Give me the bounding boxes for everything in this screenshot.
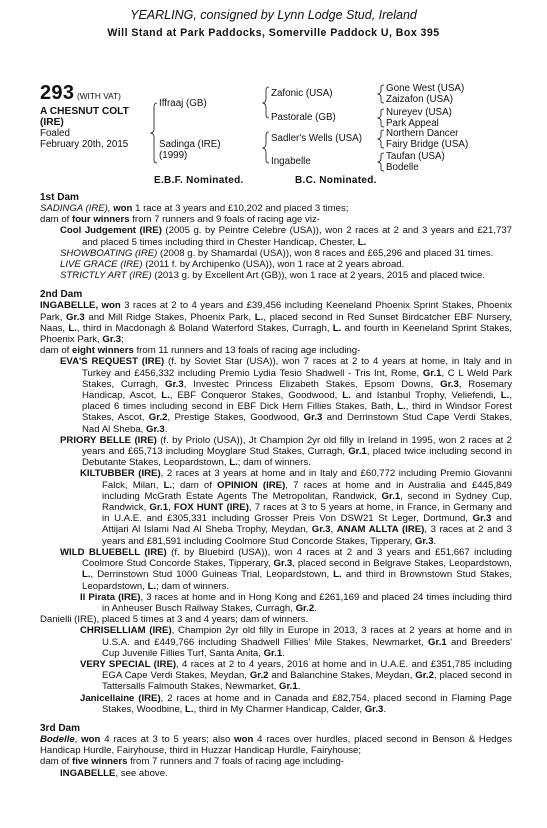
text-run: , 2 races at 3 years at home and in Italy and £60,772 including Premio Giovanni Falck, Milan, (102, 468, 512, 491)
text-run: . (383, 703, 387, 715)
text-run: L. (68, 322, 77, 334)
text-run: , second in Sydney Cup, Randwick, (102, 490, 512, 514)
text-run: Gr.1 (428, 636, 447, 648)
first-dam-heading: 1st Dam (40, 192, 79, 203)
text-run: , Investec Princess Elizabeth Stakes, Epsom Downs, (183, 378, 441, 390)
text-run: won (234, 733, 254, 745)
text-run: 4 races over hurdles, placed second in Benson & Hedges Handicap Hurdle, Fairyhouse, third in Huzzar Handicap Hurdle, Fairyhouse; (40, 733, 512, 757)
text-run: Gr.3 (273, 558, 293, 570)
text-run: Il Pirata (IRE) (80, 591, 141, 603)
text-run: Gr.3 (472, 513, 492, 525)
text-run: and Istanbul Trophy, Veliefendi, (350, 390, 501, 402)
text-run: . (433, 535, 437, 547)
vat-note: (WITH VAT) (76, 91, 121, 101)
produce-live-grace (40, 259, 512, 270)
dd-dam: Bodelle (386, 162, 419, 173)
ds-sire: Northern Dancer (386, 128, 459, 139)
brace-gen1 (151, 103, 157, 163)
text-run: Gr.3 (102, 334, 122, 346)
ds-dam: Fairy Bridge (USA) (386, 139, 469, 150)
sd-sire: Nureyev (USA) (386, 107, 452, 118)
third-dam-heading: 3rd Dam (40, 722, 81, 734)
text-run: LIVE GRACE (IRE) (60, 259, 143, 271)
text-run: , third in My Charmer Handicap, Calder, (193, 703, 365, 715)
text-run: INGABELLE (60, 767, 116, 779)
brace-dd (378, 153, 384, 171)
text-run: Gr.3 (66, 311, 85, 323)
text-run: Janicellaine (IRE) (80, 692, 161, 704)
text-run: PRIORY BELLE (IRE) (60, 434, 157, 446)
dd-sire: Taufan (USA) (386, 151, 445, 162)
text-run: (2008 g. by Shamardal (USA)), won 8 races and £65,296 and placed 31 times. (157, 247, 494, 259)
text-run: Gr.3 (414, 535, 434, 547)
brace-sd (378, 109, 384, 127)
text-run: (2011 f. by Archipenko (USA)), won 1 race at 2 years abroad. (142, 259, 405, 271)
text-run: WILD BLUEBELL (IRE) (60, 546, 167, 558)
text-run: 1 race at 3 years and £10,202 and placed 3 times; (132, 203, 349, 214)
text-run: , 2 races at home and in Canada and £82,754, placed second in Flaming Page Stakes, Woodbine, (102, 692, 512, 715)
dam-name: Sadinga (IRE) (159, 139, 221, 150)
text-run: L. (254, 311, 264, 323)
text-run: , placed 6 times including second in EBF Dick Hern Fillies Stakes, Bath, (82, 390, 512, 413)
text-run: Bodelle (40, 733, 75, 745)
first-dam-produce (40, 214, 512, 225)
third-dam-produce (40, 756, 512, 767)
dam-year: (1999) (159, 150, 188, 161)
text-run: , (95, 300, 102, 312)
text-run: from 11 runners and 13 foals of racing age including- (133, 345, 361, 357)
text-run: Gr.2 (249, 670, 269, 682)
text-run: , placed second in Tattersalls Falmouth Stakes, Newmarket, (102, 670, 512, 693)
text-run: Gr.1 (422, 367, 442, 379)
text-run: Gr.2 (148, 412, 168, 424)
brace-ds (378, 130, 384, 148)
text-run: , placed second in Belgrave Stakes, Leopardstown, (292, 558, 512, 570)
text-run: , Prestige Stakes, Goodwood, (167, 412, 304, 424)
text-run: and Attijari Al Islami Nad Al Sheba Trophy, Meydan, (102, 513, 512, 536)
text-run: CHRISELLIAM (IRE) (80, 625, 172, 637)
text-run: L. (333, 569, 342, 581)
text-run: , 7 races at home and in Australia and £445,849 including McGrath Estate Agents The Metropolitan, Randwick, (102, 479, 513, 502)
produce-strictly-art (40, 270, 512, 281)
produce-cool-judgement (40, 225, 512, 247)
text-run: . (282, 647, 285, 659)
text-run: and Derrinstown Stud Cape Verdi Stakes, Nad Al Sheba, (82, 412, 512, 435)
text-run: , (330, 524, 337, 536)
sd-dam: Park Appeal (386, 118, 439, 129)
text-run: (f. by Priolo (USA)), Jt Champion 2yr old filly in Ireland in 1995, won 2 races at 2 years and £65,713 including Moyglare Stud Stakes, Curragh, (82, 434, 512, 458)
text-run: , 7 races at 3 to 5 years at home, in France, in Germany and in U.A.E. and £305,331 including Grosser Preis Von DSW21 St Leger, Dortmund, (102, 502, 512, 525)
text-run: ; (121, 334, 124, 346)
text-run: . (314, 602, 317, 614)
text-run: and third in Brownstown Stud Stakes, Leopardstown, (82, 569, 512, 592)
second-dam-produce (40, 345, 512, 356)
text-run: SADINGA (IRE), (40, 203, 114, 214)
foaled-date: February 20th, 2015 (40, 139, 129, 150)
text-run: ; dam of winners. (156, 580, 230, 592)
text-run: KILTUBBER (IRE) (80, 468, 161, 480)
text-run: EVA'S REQUEST (IRE) (60, 356, 165, 368)
text-run: and Mill Ridge Stakes, Phoenix Park, (84, 311, 255, 323)
text-run: (2013 g. by Excellent Art (GB)), won 1 race at 2 years, 2015 and placed twice. (151, 270, 485, 282)
text-run: , (168, 502, 174, 514)
produce-showboating (40, 248, 512, 259)
text-run: FOX HUNT (IRE) (173, 502, 249, 514)
text-run: and Balanchine Stakes, Meydan, (268, 670, 416, 682)
sire-sire: Zafonic (USA) (271, 88, 333, 99)
dam-dam: Ingabelle (271, 156, 311, 167)
lot-number: 293 (40, 82, 75, 104)
foaled-label: Foaled (40, 128, 70, 139)
produce-evas-request (40, 356, 512, 434)
ebf-nominated: E.B.F. Nominated. (154, 175, 244, 186)
ss-dam: Zaizafon (USA) (386, 94, 453, 105)
text-run: VERY SPECIAL (IRE) (80, 658, 177, 670)
text-run: L. (163, 479, 173, 491)
text-run: , 3 races at home and in Hong Kong and £261,169 and placed 24 times including third in Anheuser Busch Railway Stakes, Curragh, (102, 591, 512, 614)
text-run: Gr.1 (348, 446, 367, 458)
sire-name: Iffraaj (GB) (159, 98, 207, 109)
text-run: (f. by Bluebird (USA)), won 4 races at 2 and 3 years and £51,667 including Coolmore Stud Concorde Stakes, Tipperary, (82, 546, 512, 570)
text-run: , 3 races at 2 and 3 years and £81,591 including Coolmore Stud Concorde Stakes, Tipperary, (102, 524, 512, 547)
text-run: , 4 races at 2 to 4 years, 2016 at home and in U.A.E. and £351,785 including EGA Cape Verdi Stakes, Meydan, (102, 658, 512, 682)
horse-name-line1: A CHESNUT COLT (40, 106, 129, 117)
text-run: L. (357, 236, 367, 248)
text-run: 3 races at 2 to 4 years and £39,456 including Keeneland Phoenix Sprint Stakes, Phoenix Park, (40, 300, 512, 323)
text-run: Gr.3 (311, 524, 331, 536)
produce-chrisellliam (40, 625, 512, 659)
text-run: OPINION (IRE) (217, 479, 286, 491)
text-run: five winners (72, 756, 128, 768)
first-dam-intro (40, 203, 512, 214)
text-run: Gr.1 (149, 502, 169, 514)
text-run: L. (82, 569, 91, 581)
text-run: ANAM ALLTA (IRE) (336, 524, 425, 536)
text-run: L. (229, 457, 238, 469)
text-run: ; dam of (172, 479, 218, 491)
text-run: won (101, 300, 121, 312)
produce-priory-belle (40, 435, 512, 469)
produce-kiltubber (40, 468, 512, 546)
text-run: , (74, 733, 82, 745)
text-run: and Breeders' Cup Juvenile Fillies Turf, Santa Anita, (102, 636, 512, 659)
text-run: (2005 g. by Peintre Celebre (USA)), won 2 races at 2 and 3 years and £21,737 and placed 5 times including third in Chester Handicap, Chester, (82, 225, 512, 248)
text-run: L. (161, 390, 170, 402)
text-run: four winners (72, 214, 130, 226)
produce-very-special (40, 659, 512, 693)
text-run: Gr.3 (165, 378, 184, 390)
text-run: L. (342, 390, 351, 402)
stand-location: Will Stand at Park Paddocks, Somerville Paddock U, Box 395 (107, 27, 440, 39)
text-run: 4 races at 3 to 5 years; also (100, 733, 235, 745)
text-run: (f. by Soviet Star (USA)), won 7 races at 2 to 4 years at home, in Italy and in Turkey and £456,332 including Premio Lydia Tesio Shadwell - Tris Int, Rome, (82, 356, 512, 379)
produce-danielli: Danielli (IRE), placed 5 times at 3 and 4 years; dam of winners. (40, 614, 309, 626)
text-run: eight winners (72, 345, 134, 357)
text-run: Gr.2 (415, 670, 434, 682)
produce-il-pirata (40, 592, 512, 614)
ss-sire: Gone West (USA) (386, 83, 465, 94)
text-run: Gr.2 (295, 602, 315, 614)
text-run: Gr.1 (381, 490, 401, 502)
text-run: Gr.3 (303, 412, 323, 424)
text-run: dam of (40, 345, 72, 357)
brace-ss (378, 85, 384, 103)
produce-ingabelle (40, 768, 512, 779)
text-run: dam of (40, 214, 72, 226)
text-run: Gr.3 (440, 378, 459, 390)
text-run: L. (185, 703, 194, 715)
text-run: , placed twice including second in Debutante Stakes, Leopardstown, (82, 446, 512, 469)
text-run: . (164, 423, 168, 435)
horse-name-line2: (IRE) (40, 117, 64, 129)
text-run: STRICTLY ART (IRE) (60, 270, 152, 282)
text-run: L. (500, 390, 510, 402)
text-run: ; dam of winners. (237, 457, 311, 469)
text-run: , third in Windsor Forest Stakes, Ascot, (82, 401, 512, 424)
text-run: , see above. (115, 767, 168, 779)
bc-nominated: B.C. Nominated. (295, 175, 377, 186)
text-run: Gr.3 (146, 423, 165, 435)
text-run: INGABELLE (40, 300, 96, 312)
text-run: L. (147, 580, 157, 592)
text-run: , Rosemary Handicap, Ascot, (82, 378, 513, 402)
text-run: and fourth in Keeneland Sprint Stakes, Phoenix Park, (40, 322, 513, 346)
text-run: Gr.1 (263, 647, 283, 659)
text-run: SHOWBOATING (IRE) (60, 247, 158, 259)
text-run: L. (332, 322, 342, 334)
text-run: won (113, 203, 133, 214)
text-run: L. (397, 401, 406, 413)
text-run: from 7 runners and 7 foals of racing age including- (127, 756, 344, 768)
produce-wild-bluebell (40, 547, 512, 592)
text-run: , EBF Conqueror Stakes, Goodwood, (169, 390, 343, 402)
catalogue-body (40, 192, 512, 779)
second-dam-heading: 2nd Dam (40, 289, 83, 301)
text-run: Gr.3 (364, 703, 384, 715)
text-run: , placed second in Red Sunset Birdcatcher EBF Nursery, Naas, (40, 311, 512, 334)
text-run: . (297, 681, 301, 693)
text-run: dam of (40, 756, 72, 768)
text-run: , Derrinstown Stud 1000 Guineas Trial, Leopardstown, (90, 569, 334, 581)
text-run: Gr.1 (279, 681, 298, 693)
text-run: won (81, 733, 101, 745)
sire-dam: Pastorale (GB) (271, 112, 336, 123)
text-run: , third in Macdonagh & Boland Waterford Stakes, Curragh, (76, 322, 333, 334)
dam-sire: Sadler's Wells (USA) (271, 133, 362, 144)
brace-sire (263, 87, 269, 118)
text-run: Cool Judgement (IRE) (60, 225, 162, 237)
second-dam-intro (40, 300, 512, 345)
brace-dam (263, 132, 269, 163)
text-run: , Champion 2yr old filly in Europe in 2013, 3 races at 2 years at home and in U.S.A. and £449,766 including Shadwell Fillies' Mile Stakes, Newmarket, (102, 625, 513, 648)
text-run: , C L Weld Park Stakes, Curragh, (82, 367, 512, 390)
consignment-title: YEARLING, consigned by Lynn Lodge Stud, Ireland (130, 8, 417, 22)
text-run: from 7 runners and 9 foals of racing age viz- (129, 214, 320, 226)
produce-janicellaine (40, 693, 512, 715)
third-dam-intro (40, 734, 512, 756)
